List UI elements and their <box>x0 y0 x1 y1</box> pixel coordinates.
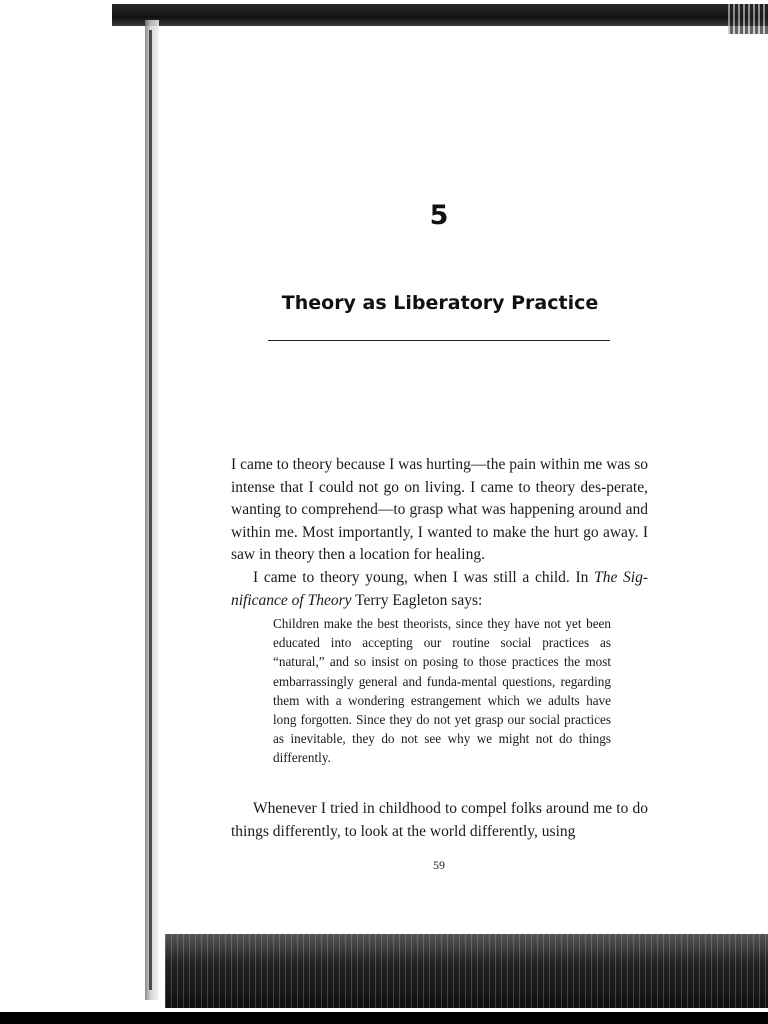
title-underline-rule <box>268 340 610 341</box>
scan-bottom-edge <box>0 1012 768 1024</box>
book-spine-edge <box>149 30 152 990</box>
eagleton-quote: Children make the best theorists, since they have not yet been educated into accepting our routine social practices as “natural,” and so insist on posing to those practices the most embarrassingly general and funda-mental questions, regarding them with a wondering estrangement which we adults have long forgotten. Since they do not yet grasp our social practices as inevitable, they do not see why we might not do things differently. <box>273 616 611 766</box>
chapter-title: Theory as Liberatory Practice <box>281 292 599 314</box>
scan-top-shadow <box>112 4 768 26</box>
paragraph-3: Whenever I tried in childhood to compel folks around me to do things differently, to look at the world differently, using <box>231 800 648 840</box>
scan-bottom-shadow <box>165 934 768 1008</box>
paragraph-2-text-after: Terry Eagleton says: <box>351 591 483 609</box>
page-number: 59 <box>433 858 445 872</box>
paragraph-2-text-before: I came to theory young, when I was still a child. In <box>253 569 595 586</box>
chapter-number: 5 <box>429 200 449 231</box>
paragraph-1: I came to theory because I was hurting—the pain within me was so intense that I could not go on living. I came to theory des-perate, wanting to comprehend—to grasp what was happening around and within me. Most importantly, I wanted to make the hurt go away. I saw in theory then a location for healing. <box>231 456 648 563</box>
paragraph-2 <box>231 567 648 612</box>
book-title-italic: The Sig-nificance of Theory <box>231 569 648 609</box>
book-gutter-shadow <box>145 20 159 1000</box>
